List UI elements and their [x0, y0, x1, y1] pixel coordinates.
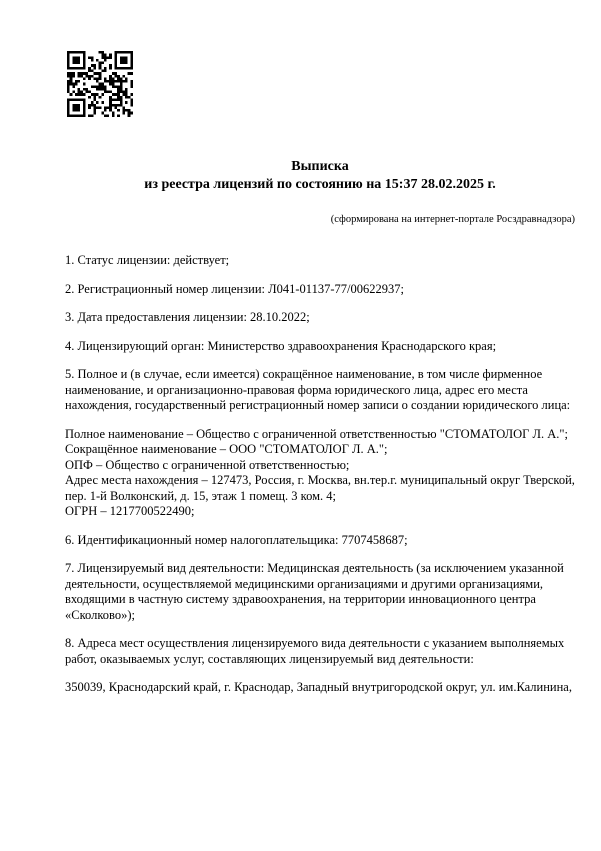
document-body: [65, 253, 575, 696]
document-subtitle: (сформирована на интернет-портале Росздравнадзора): [330, 214, 575, 225]
document-title: [65, 158, 575, 194]
paragraph: [65, 427, 575, 520]
paragraph: [65, 339, 575, 355]
title-line-1: Выписка: [291, 159, 349, 174]
text-line: 8. Адреса мест осуществления лицензируемого вида деятельности с указанием выполняемых: [65, 636, 565, 650]
text-line: 3. Дата предоставления лицензии: 28.10.2022;: [65, 310, 310, 324]
text-line: 350039, Краснодарский край, г. Краснодар, Западный внутригородской округ, ул. им.Калинина,: [65, 680, 572, 694]
paragraph: [65, 636, 575, 667]
paragraph: [65, 367, 575, 414]
title-line-2: из реестра лицензий по состоянию на 15:37 28.02.2025 г.: [144, 177, 496, 192]
text-line: Адрес места нахождения – 127473, Россия, г. Москва, вн.тер.г. муниципальный округ Тверской,: [65, 473, 575, 487]
qr-code: [67, 51, 133, 117]
text-line: пер. 1-й Волконский, д. 15, этаж 1 помещ. 3 ком. 4;: [65, 488, 337, 503]
text-line: 2. Регистрационный номер лицензии: Л041-01137-77/00622937;: [65, 281, 404, 296]
paragraph: [65, 680, 575, 696]
text-line: 7. Лицензируемый вид деятельности: Медицинская деятельность (за исключением указанной: [65, 561, 564, 575]
paragraph: [65, 561, 575, 623]
text-line: 1. Статус лицензии: действует;: [65, 253, 230, 267]
text-line: ОПФ – Общество с ограниченной ответственностью;: [65, 457, 350, 472]
text-line: 5. Полное и (в случае, если имеется) сокращённое наименование, в том числе фирменное: [65, 367, 543, 381]
text-line: 6. Идентификационный номер налогоплательщика: 7707458687;: [65, 532, 408, 547]
text-line: «Сколково»);: [65, 607, 135, 622]
document-page: [0, 51, 601, 851]
text-line: ОГРН – 1217700522490;: [65, 504, 195, 518]
text-line: Полное наименование – Общество с ограниченной ответственностью "СТОМАТОЛОГ Л. А.";: [65, 426, 568, 441]
text-line: входящими в частную систему здравоохранения, на территории инновационного центра: [65, 592, 536, 606]
text-line: деятельности, осуществляемой медицинскими организациями и другими организациями,: [65, 576, 544, 591]
text-line: нахождения, государственный регистрационный номер записи о создании юридического лица:: [65, 398, 571, 412]
paragraph: [65, 282, 575, 298]
paragraph: [65, 533, 575, 549]
text-line: Сокращённое наименование – ООО "СТОМАТОЛОГ Л. А.";: [65, 442, 388, 456]
text-line: 4. Лицензирующий орган: Министерство здравоохранения Краснодарского края;: [65, 338, 497, 353]
text-line: наименование, и организационно-правовая форма юридического лица, адрес его места: [65, 382, 528, 397]
paragraph: [65, 310, 575, 326]
paragraph: [65, 253, 575, 269]
text-line: работ, оказываемых услуг, составляющих лицензируемый вид деятельности:: [65, 651, 474, 666]
